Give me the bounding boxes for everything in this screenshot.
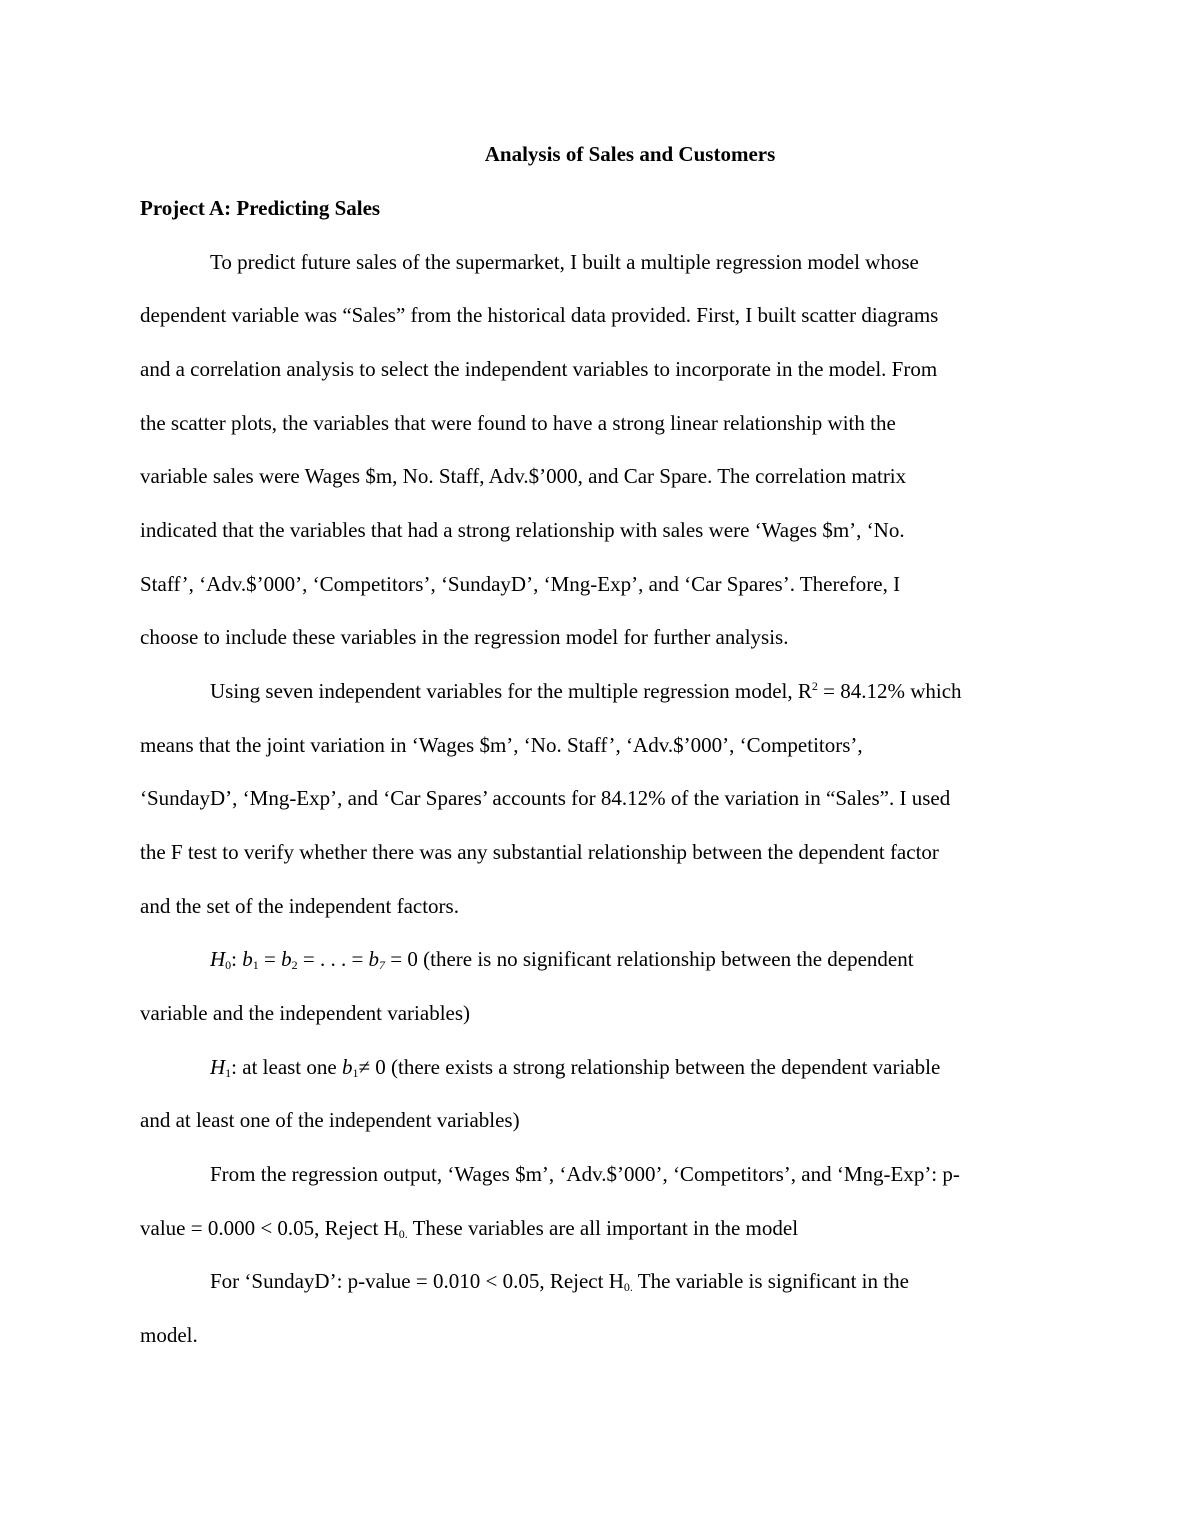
b-symbol: b — [341, 1055, 353, 1079]
paragraph-2-line: the F test to verify whether there was any substantial relationship between the dependent factor — [140, 840, 939, 864]
conclusion-text: These variables are all important in the model — [407, 1216, 799, 1240]
null-hypothesis-text: = 0 (there is no significant relationship between the dependent — [385, 947, 914, 971]
document-title: Analysis of Sales and Customers — [484, 142, 776, 166]
colon: : — [231, 947, 243, 971]
paragraph-1-line: variable sales were Wages $m, No. Staff, Adv.$’000, and Car Spare. The correlation matrix — [140, 464, 907, 488]
paragraph-1-line: To predict future sales of the supermarket, I built a multiple regression model whose — [210, 250, 919, 274]
section-heading: Project A: Predicting Sales — [140, 196, 381, 220]
alt-text: : at least one — [231, 1055, 342, 1079]
paragraph-1-line: dependent variable was “Sales” from the historical data provided. First, I built scatter diagrams — [140, 303, 939, 327]
b-symbol: b — [242, 947, 253, 971]
null-hypothesis-line-2: variable and the independent variables) — [140, 1001, 471, 1025]
p-value-text: For ‘SundayD’: p-value = 0.010 < 0.05, Reject H — [210, 1269, 624, 1293]
h-subscript: 0. — [398, 1227, 408, 1241]
paragraph-1-line: indicated that the variables that had a strong relationship with sales were ‘Wages $m’, ‘No. — [140, 518, 905, 542]
null-hypothesis — [210, 945, 914, 973]
p-value-text: value = 0.000 < 0.05, Reject H — [140, 1216, 399, 1240]
b-symbol: b — [281, 947, 292, 971]
h-subscript: 0. — [623, 1280, 633, 1294]
paragraph-1-line: Staff’, ‘Adv.$’000’, ‘Competitors’, ‘SundayD’, ‘Mng-Exp’, and ‘Car Spares’. Therefore, I — [140, 572, 901, 596]
paragraph-1-line: choose to include these variables in the regression model for further analysis. — [140, 625, 789, 649]
r-squared-superscript: 2 — [811, 679, 818, 693]
h-subscript: 1 — [225, 1066, 232, 1080]
alternative-hypothesis-text: ≠ 0 (there exists a strong relationship between the dependent variable — [358, 1055, 941, 1079]
paragraph-2-line: ‘SundayD’, ‘Mng-Exp’, and ‘Car Spares’ accounts for 84.12% of the variation in “Sales”. I used — [140, 786, 951, 810]
paragraph-3-line — [140, 1214, 798, 1242]
paragraph-3-line: From the regression output, ‘Wages $m’, ‘Adv.$’000’, ‘Competitors’, and ‘Mng-Exp’: p- — [210, 1162, 960, 1186]
paragraph-1-line: and a correlation analysis to select the independent variables to incorporate in the model. From — [140, 357, 938, 381]
paragraph-2-line — [210, 677, 962, 705]
r-squared-text: Using seven independent variables for the multiple regression model, R — [210, 679, 812, 703]
b-subscript: 1 — [252, 958, 259, 972]
b-subscript: 2 — [291, 958, 298, 972]
equals-ellipsis: = . . . = — [297, 947, 369, 971]
b-subscript: 1 — [352, 1066, 359, 1080]
paragraph-1-line: the scatter plots, the variables that were found to have a strong linear relationship with the — [140, 411, 896, 435]
equals: = — [258, 947, 282, 971]
h-subscript: 0 — [225, 958, 232, 972]
r-squared-value: = 84.12% which — [817, 679, 962, 703]
paragraph-2-line: means that the joint variation in ‘Wages $m’, ‘No. Staff’, ‘Adv.$’000’, ‘Competitors’, — [140, 733, 863, 757]
b-symbol: b — [368, 947, 380, 971]
paragraph-2-line: and the set of the independent factors. — [140, 894, 459, 918]
h-symbol: H — [210, 1055, 226, 1079]
alternative-hypothesis — [210, 1053, 940, 1081]
paragraph-4-line: model. — [140, 1323, 198, 1347]
conclusion-text: The variable is significant in the — [632, 1269, 909, 1293]
paragraph-4-line — [210, 1267, 909, 1295]
alternative-hypothesis-line-2: and at least one of the independent variables) — [140, 1108, 520, 1132]
b-subscript: 7 — [379, 958, 386, 972]
h-symbol: H — [210, 947, 226, 971]
